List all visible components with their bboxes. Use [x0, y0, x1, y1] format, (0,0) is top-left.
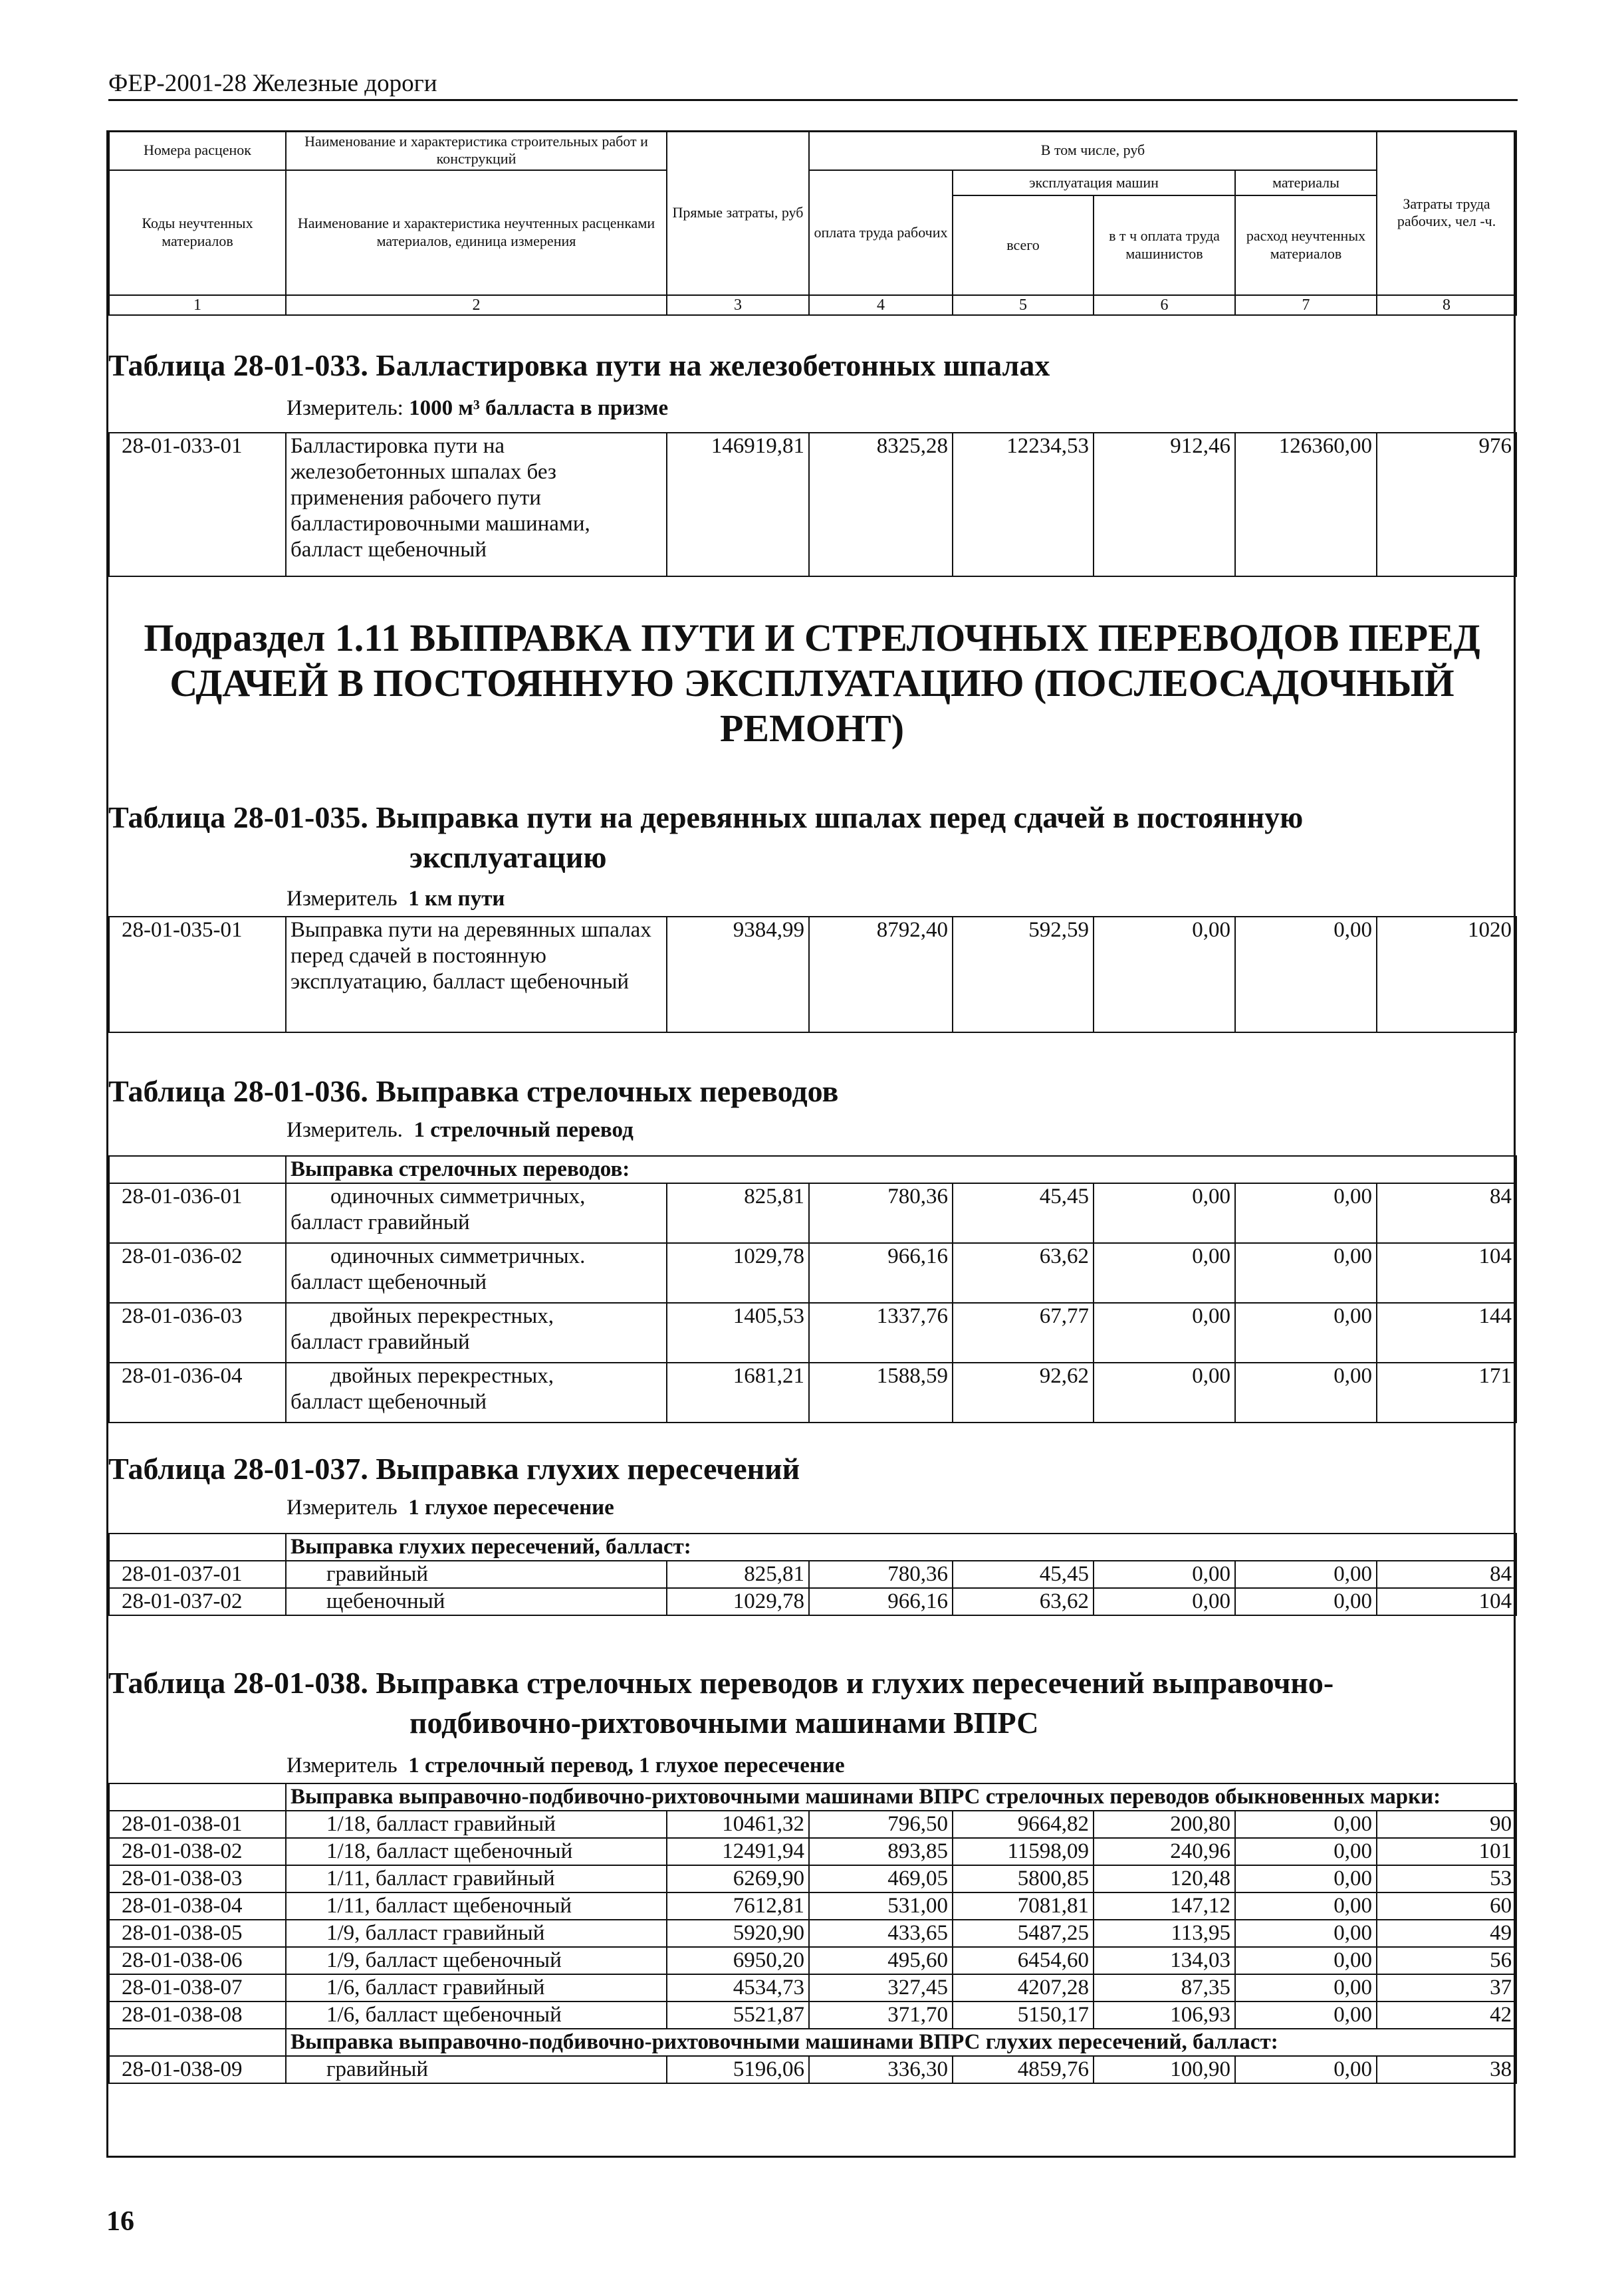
row-v6: 113,95 [1094, 1920, 1235, 1947]
row-v8: 104 [1377, 1588, 1516, 1615]
machines-header: эксплуатация машин [953, 170, 1235, 195]
row-name-line1: одиночных симметричных. [330, 1244, 586, 1268]
row-v6: 0,00 [1094, 1243, 1235, 1303]
row-v8: 38 [1377, 2056, 1516, 2083]
table-038-title-a: Таблица 28-01-038. Выправка стрелочных переводов и глухих пересечений выправочно- [108, 1666, 1334, 1700]
row-name-line2: балласт щебеночный [290, 1390, 487, 1414]
row-v5: 45,45 [953, 1561, 1094, 1588]
table-037 [108, 1533, 1517, 1616]
row-v8: 49 [1377, 1920, 1516, 1947]
row-v3: 4534,73 [667, 1974, 809, 2002]
table-038 [108, 1783, 1517, 2084]
colnum-8: 8 [1377, 295, 1516, 315]
row-v7: 0,00 [1235, 2056, 1377, 2083]
row-v4: 966,16 [809, 1588, 953, 1615]
row-name: гравийный [286, 1561, 667, 1588]
row-v5: 92,62 [953, 1363, 1094, 1423]
col7-header: расход неучтенных материалов [1235, 195, 1377, 295]
row-v4: 531,00 [809, 1892, 953, 1920]
row-v5: 5800,85 [953, 1865, 1094, 1892]
row-v8: 84 [1377, 1561, 1516, 1588]
row-v8: 104 [1377, 1243, 1516, 1303]
row-v6: 240,96 [1094, 1838, 1235, 1865]
table-037-heading [108, 1449, 1516, 1521]
row-v3: 10461,32 [667, 1811, 809, 1838]
group-label: Выправка глухих пересечений, балласт: [286, 1534, 1516, 1561]
row-v7: 0,00 [1235, 1892, 1377, 1920]
measure-value: 1 стрелочный перевод, 1 глухое пересечение [408, 1754, 845, 1777]
row-v3: 5920,90 [667, 1920, 809, 1947]
table-033-title: Таблица 28-01-033. Балластировка пути на железобетонных шпалах [108, 348, 1050, 382]
row-v3: 825,81 [667, 1561, 809, 1588]
row-v4: 495,60 [809, 1947, 953, 1974]
row-v6: 0,00 [1094, 1303, 1235, 1363]
table-row [109, 1243, 1516, 1303]
row-v8: 53 [1377, 1865, 1516, 1892]
row-v4: 966,16 [809, 1243, 953, 1303]
col4-header: оплата труда рабочих [809, 170, 953, 295]
row-code: 28-01-037-02 [109, 1588, 286, 1615]
table-row [109, 1838, 1516, 1865]
row-code: 28-01-036-01 [109, 1183, 286, 1243]
row-v4: 8792,40 [809, 917, 953, 1032]
row-v7: 0,00 [1235, 1947, 1377, 1974]
row-name-line2: балласт гравийный [290, 1330, 470, 1354]
row-v5: 67,77 [953, 1303, 1094, 1363]
page-header: ФЕР-2001-28 Железные дороги [108, 69, 1518, 101]
row-v6: 0,00 [1094, 917, 1235, 1032]
measure-label: Измеритель [287, 887, 398, 911]
table-row [109, 2002, 1516, 2029]
col2-top-header: Наименование и характеристика строительных работ и конструкций [286, 131, 667, 170]
row-code: 28-01-035-01 [109, 917, 286, 1032]
table-row [109, 1920, 1516, 1947]
table-036 [108, 1155, 1517, 1423]
table-036-title: Таблица 28-01-036. Выправка стрелочных переводов [108, 1074, 839, 1108]
row-v4: 1588,59 [809, 1363, 953, 1423]
row-v3: 5196,06 [667, 2056, 809, 2083]
table-row [109, 1303, 1516, 1363]
row-v6: 0,00 [1094, 1561, 1235, 1588]
row-name: Балластировка пути на железобетонных шпалах без применения рабочего пути балластировочными машинами, балласт щебеночный [286, 433, 667, 576]
row-v6: 912,46 [1094, 433, 1235, 576]
table-row [109, 433, 1516, 576]
row-v3: 9384,99 [667, 917, 809, 1032]
row-v8: 144 [1377, 1303, 1516, 1363]
row-name-line2: балласт щебеночный [290, 1270, 487, 1294]
measure-value: 1 км пути [408, 887, 505, 911]
materials-header: материалы [1235, 170, 1377, 195]
row-v7: 0,00 [1235, 1838, 1377, 1865]
colnum-2: 2 [286, 295, 667, 315]
table-row [109, 1363, 1516, 1423]
row-name-line1: двойных перекрестных, [330, 1304, 554, 1328]
group-row [109, 2029, 1516, 2056]
measure-value: 1 глухое пересечение [408, 1496, 614, 1520]
row-v8: 171 [1377, 1363, 1516, 1423]
row-v7: 0,00 [1235, 1974, 1377, 2002]
row-v7: 0,00 [1235, 1303, 1377, 1363]
row-v5: 4859,76 [953, 2056, 1094, 2083]
row-v5: 45,45 [953, 1183, 1094, 1243]
row-code: 28-01-038-05 [109, 1920, 286, 1947]
group-label: Выправка выправочно-подбивочно-рихтовочными машинами ВПРС глухих пересечений, балласт: [286, 2029, 1516, 2056]
row-v7: 0,00 [1235, 1183, 1377, 1243]
row-name: 1/11, балласт щебеночный [286, 1892, 667, 1920]
row-v5: 6454,60 [953, 1947, 1094, 1974]
row-v8: 37 [1377, 1974, 1516, 2002]
row-v3: 1029,78 [667, 1243, 809, 1303]
row-v7: 0,00 [1235, 2002, 1377, 2029]
row-code: 28-01-038-02 [109, 1838, 286, 1865]
table-035-title-a: Таблица 28-01-035. Выправка пути на деревянных шпалах перед сдачей в постоянную [108, 800, 1304, 834]
row-v6: 0,00 [1094, 1363, 1235, 1423]
table-035-measure [108, 885, 1516, 912]
row-code: 28-01-033-01 [109, 433, 286, 576]
row-v5: 5487,25 [953, 1920, 1094, 1947]
row-code: 28-01-036-03 [109, 1303, 286, 1363]
measure-value: 1 стрелочный перевод [413, 1118, 634, 1142]
row-v5: 63,62 [953, 1243, 1094, 1303]
row-v5: 63,62 [953, 1588, 1094, 1615]
row-name-line1: двойных перекрестных, [330, 1364, 554, 1388]
row-v7: 0,00 [1235, 1920, 1377, 1947]
table-row [109, 1811, 1516, 1838]
row-v4: 371,70 [809, 2002, 953, 2029]
row-name: щебеночный [286, 1588, 667, 1615]
row-code: 28-01-036-02 [109, 1243, 286, 1303]
colnum-3: 3 [667, 295, 809, 315]
row-v8: 101 [1377, 1838, 1516, 1865]
row-v8: 42 [1377, 2002, 1516, 2029]
row-v5: 4207,28 [953, 1974, 1094, 2002]
row-v7: 0,00 [1235, 917, 1377, 1032]
table-035 [108, 916, 1517, 1033]
col1-top-header: Номера расценок [109, 131, 286, 170]
row-v4: 433,65 [809, 1920, 953, 1947]
row-name: 1/11, балласт гравийный [286, 1865, 667, 1892]
incl-header: В том числе, руб [809, 131, 1377, 170]
row-v8: 1020 [1377, 917, 1516, 1032]
row-name: 1/18, балласт щебеночный [286, 1838, 667, 1865]
row-v4: 336,30 [809, 2056, 953, 2083]
row-v7: 0,00 [1235, 1243, 1377, 1303]
group-label: Выправка стрелочных переводов: [286, 1156, 1516, 1183]
row-v6: 100,90 [1094, 2056, 1235, 2083]
table-033-heading [108, 346, 1516, 421]
row-v6: 147,12 [1094, 1892, 1235, 1920]
row-v5: 592,59 [953, 917, 1094, 1032]
measure-label: Измеритель. [287, 1118, 403, 1142]
col3-header: Прямые затраты, руб [667, 131, 809, 295]
row-v7: 0,00 [1235, 1588, 1377, 1615]
colnum-4: 4 [809, 295, 953, 315]
row-code: 28-01-038-01 [109, 1811, 286, 1838]
row-v6: 200,80 [1094, 1811, 1235, 1838]
row-v3: 6950,20 [667, 1947, 809, 1974]
row-code: 28-01-038-03 [109, 1865, 286, 1892]
row-v4: 796,50 [809, 1811, 953, 1838]
table-037-title: Таблица 28-01-037. Выправка глухих пересечений [108, 1452, 800, 1486]
row-v5: 9664,82 [953, 1811, 1094, 1838]
col1-bottom-header: Коды неучтенных материалов [109, 170, 286, 295]
subsection-title: Подраздел 1.11 ВЫПРАВКА ПУТИ И СТРЕЛОЧНЫХ ПЕРЕВОДОВ ПЕРЕД СДАЧЕЙ В ПОСТОЯННУЮ ЭКСПЛУАТАЦИЮ (ПОСЛЕОСАДОЧНЫЙ РЕМОНТ) [144, 616, 1480, 750]
row-name [286, 1363, 667, 1423]
row-code: 28-01-036-04 [109, 1363, 286, 1423]
table-035-heading [108, 798, 1516, 912]
row-name-line2: балласт гравийный [290, 1210, 470, 1234]
table-row [109, 1892, 1516, 1920]
row-v6: 0,00 [1094, 1183, 1235, 1243]
table-row [109, 1561, 1516, 1588]
row-v6: 87,35 [1094, 1974, 1235, 2002]
row-v8: 56 [1377, 1947, 1516, 1974]
table-row [109, 1947, 1516, 1974]
table-row [109, 1183, 1516, 1243]
row-v3: 6269,90 [667, 1865, 809, 1892]
row-v5: 12234,53 [953, 433, 1094, 576]
table-033-measure [108, 395, 1516, 421]
row-v4: 780,36 [809, 1183, 953, 1243]
row-v3: 7612,81 [667, 1892, 809, 1920]
table-row [109, 1588, 1516, 1615]
row-v3: 1405,53 [667, 1303, 809, 1363]
measure-label: Измеритель [287, 1754, 398, 1777]
table-038-title-b: подбивочно-рихтовочными машинами ВПРС [409, 1706, 1039, 1740]
row-name [286, 1183, 667, 1243]
row-v3: 12491,94 [667, 1838, 809, 1865]
table-033 [108, 432, 1517, 577]
table-row [109, 1865, 1516, 1892]
row-name: 1/18, балласт гравийный [286, 1811, 667, 1838]
col5-header: всего [953, 195, 1094, 295]
row-v5: 7081,81 [953, 1892, 1094, 1920]
row-v4: 893,85 [809, 1838, 953, 1865]
row-v4: 8325,28 [809, 433, 953, 576]
row-code: 28-01-038-09 [109, 2056, 286, 2083]
row-name: 1/9, балласт щебеночный [286, 1947, 667, 1974]
row-name [286, 1243, 667, 1303]
row-v3: 1681,21 [667, 1363, 809, 1423]
row-name: гравийный [286, 2056, 667, 2083]
colnum-6: 6 [1094, 295, 1235, 315]
row-v4: 780,36 [809, 1561, 953, 1588]
row-v7: 0,00 [1235, 1811, 1377, 1838]
row-v7: 0,00 [1235, 1561, 1377, 1588]
colnum-7: 7 [1235, 295, 1377, 315]
row-v6: 120,48 [1094, 1865, 1235, 1892]
table-037-measure [108, 1494, 1516, 1521]
col8-header: Затраты труда рабочих, чел -ч. [1377, 131, 1516, 295]
row-v3: 1029,78 [667, 1588, 809, 1615]
colnum-5: 5 [953, 295, 1094, 315]
row-v3: 146919,81 [667, 433, 809, 576]
row-v6: 134,03 [1094, 1947, 1235, 1974]
col2-bottom-header: Наименование и характеристика неучтенных расценками материалов, единица измерения [286, 170, 667, 295]
table-038-heading [108, 1663, 1516, 1779]
row-name: 1/6, балласт гравийный [286, 1974, 667, 2002]
measure-label: Измеритель: [287, 396, 404, 420]
row-name-line1: одиночных симметричных, [330, 1185, 586, 1208]
row-v8: 976 [1377, 433, 1516, 576]
row-v8: 60 [1377, 1892, 1516, 1920]
row-v6: 106,93 [1094, 2002, 1235, 2029]
row-v8: 84 [1377, 1183, 1516, 1243]
table-036-heading [108, 1072, 1516, 1143]
row-code: 28-01-037-01 [109, 1561, 286, 1588]
table-row [109, 2056, 1516, 2083]
group-row [109, 1783, 1516, 1811]
row-name: 1/6, балласт щебеночный [286, 2002, 667, 2029]
page-number: 16 [106, 2206, 134, 2237]
row-code: 28-01-038-08 [109, 2002, 286, 2029]
row-v5: 11598,09 [953, 1838, 1094, 1865]
row-v3: 5521,87 [667, 2002, 809, 2029]
measure-label: Измеритель [287, 1496, 398, 1520]
row-v4: 1337,76 [809, 1303, 953, 1363]
row-v3: 825,81 [667, 1183, 809, 1243]
row-v4: 327,45 [809, 1974, 953, 2002]
table-035-title-b: эксплуатацию [409, 840, 607, 874]
row-v6: 0,00 [1094, 1588, 1235, 1615]
table-row [109, 917, 1516, 1032]
colnum-1: 1 [109, 295, 286, 315]
row-v7: 126360,00 [1235, 433, 1377, 576]
row-name: Выправка пути на деревянных шпалах перед сдачей в постоянную эксплуатацию, балласт щебеночный [286, 917, 667, 1032]
table-038-measure [108, 1752, 1516, 1779]
group-row [109, 1156, 1516, 1183]
column-header-table [108, 130, 1517, 316]
row-v7: 0,00 [1235, 1865, 1377, 1892]
group-row [109, 1534, 1516, 1561]
row-name [286, 1303, 667, 1363]
row-code: 28-01-038-07 [109, 1974, 286, 2002]
row-v4: 469,05 [809, 1865, 953, 1892]
row-v7: 0,00 [1235, 1363, 1377, 1423]
row-v5: 5150,17 [953, 2002, 1094, 2029]
group-label: Выправка выправочно-подбивочно-рихтовочными машинами ВПРС стрелочных переводов обыкновенных марки: [286, 1783, 1516, 1811]
table-row [109, 1974, 1516, 2002]
col6-header: в т ч оплата труда машинистов [1094, 195, 1235, 295]
row-name: 1/9, балласт гравийный [286, 1920, 667, 1947]
table-036-measure [108, 1117, 1516, 1143]
measure-value: 1000 м³ балласта в призме [409, 396, 669, 420]
row-v8: 90 [1377, 1811, 1516, 1838]
row-code: 28-01-038-06 [109, 1947, 286, 1974]
row-code: 28-01-038-04 [109, 1892, 286, 1920]
